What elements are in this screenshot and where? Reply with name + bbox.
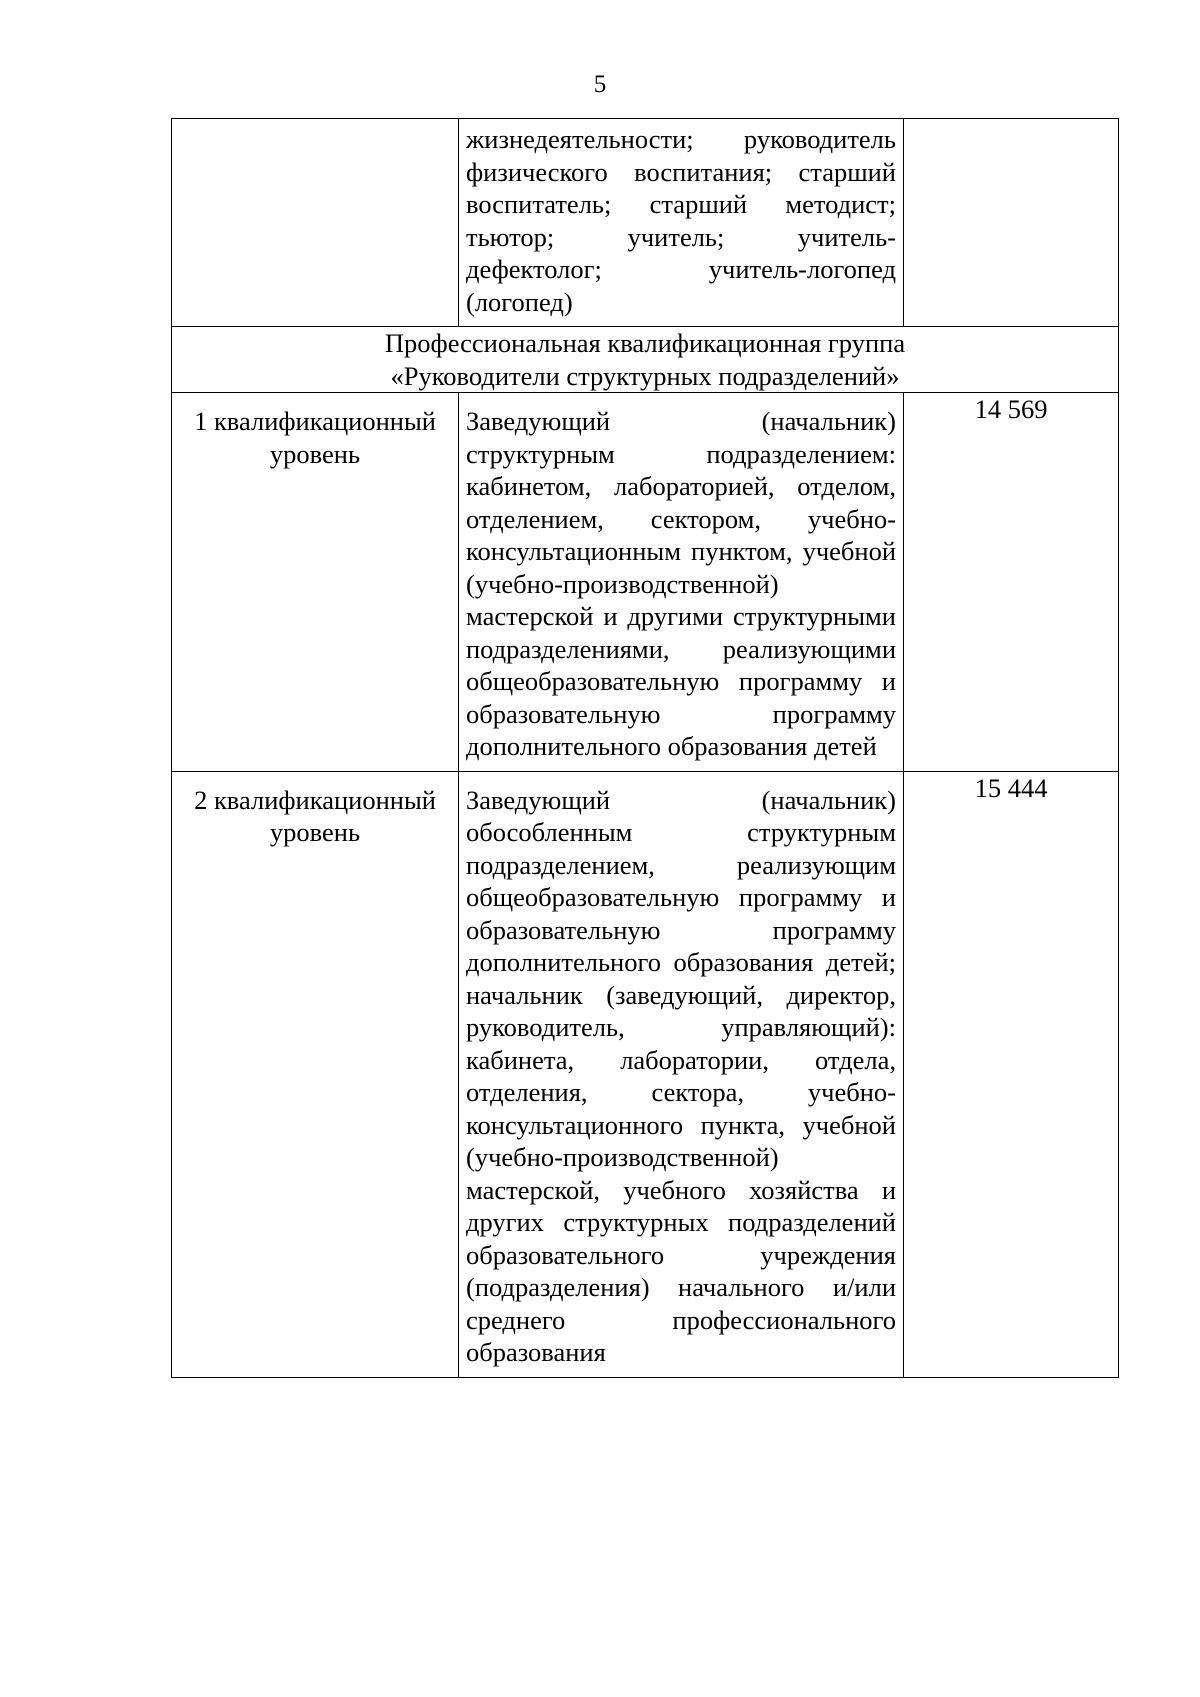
positions-cell (459, 393, 904, 772)
amount-cell (904, 771, 1119, 1377)
level-cell (172, 771, 459, 1377)
group-header-row (172, 327, 1119, 393)
positions-text: жизнедеятельности; руководитель физического воспитания; старший воспитатель; старший методист; тьютор; учитель; учитель-дефектолог; учитель-логопед (логопед) (466, 124, 896, 317)
positions-text: Заведующий (начальник) обособленным структурным подразделением, реализующим общеобразовательную программу и образовательную программу дополнительного образования детей; начальник (заведующий, директор, руководитель, управляющий): кабинета, лаборатории, отдела, отделения, сектора, учебно-консультационного пункта, учебной (учебно-производственной) мастерской, учебного хозяйства и других структурных подразделений образовательного учреждения (подразделения) начального и/или среднего профессионального образования (466, 784, 896, 1367)
table-row-level-1 (172, 393, 1119, 772)
table-row-level-2 (172, 771, 1119, 1377)
amount-cell (904, 119, 1119, 327)
amount-cell (904, 393, 1119, 772)
positions-text: Заведующий (начальник) структурным подразделением: кабинетом, лабораторией, отделом, отделением, сектором, учебно-консультационным пунктом, учебной (учебно-производственной) мастерской и другими структурными подразделениями, реализующими общеобразовательную программу и образовательную программу дополнительного образования детей (466, 406, 896, 761)
positions-cell (459, 119, 904, 327)
level-cell (172, 119, 459, 327)
positions-cell (459, 771, 904, 1377)
salary-table (171, 118, 1119, 1378)
amount-text: 14 569 (974, 394, 1048, 424)
group-title-line-1: Профессиональная квалификационная группа (384, 328, 906, 358)
amount-text: 15 444 (974, 772, 1048, 803)
page-number: 5 (593, 71, 607, 98)
level-text: 1 квалификационный уровень (194, 406, 436, 469)
group-header-cell (172, 327, 1119, 393)
level-text: 2 квалификационный уровень (194, 784, 436, 847)
table-row-continuation (172, 119, 1119, 327)
group-title-line-2: «Руководители структурных подразделений» (390, 360, 900, 391)
level-cell (172, 393, 459, 772)
level-text (172, 119, 458, 137)
